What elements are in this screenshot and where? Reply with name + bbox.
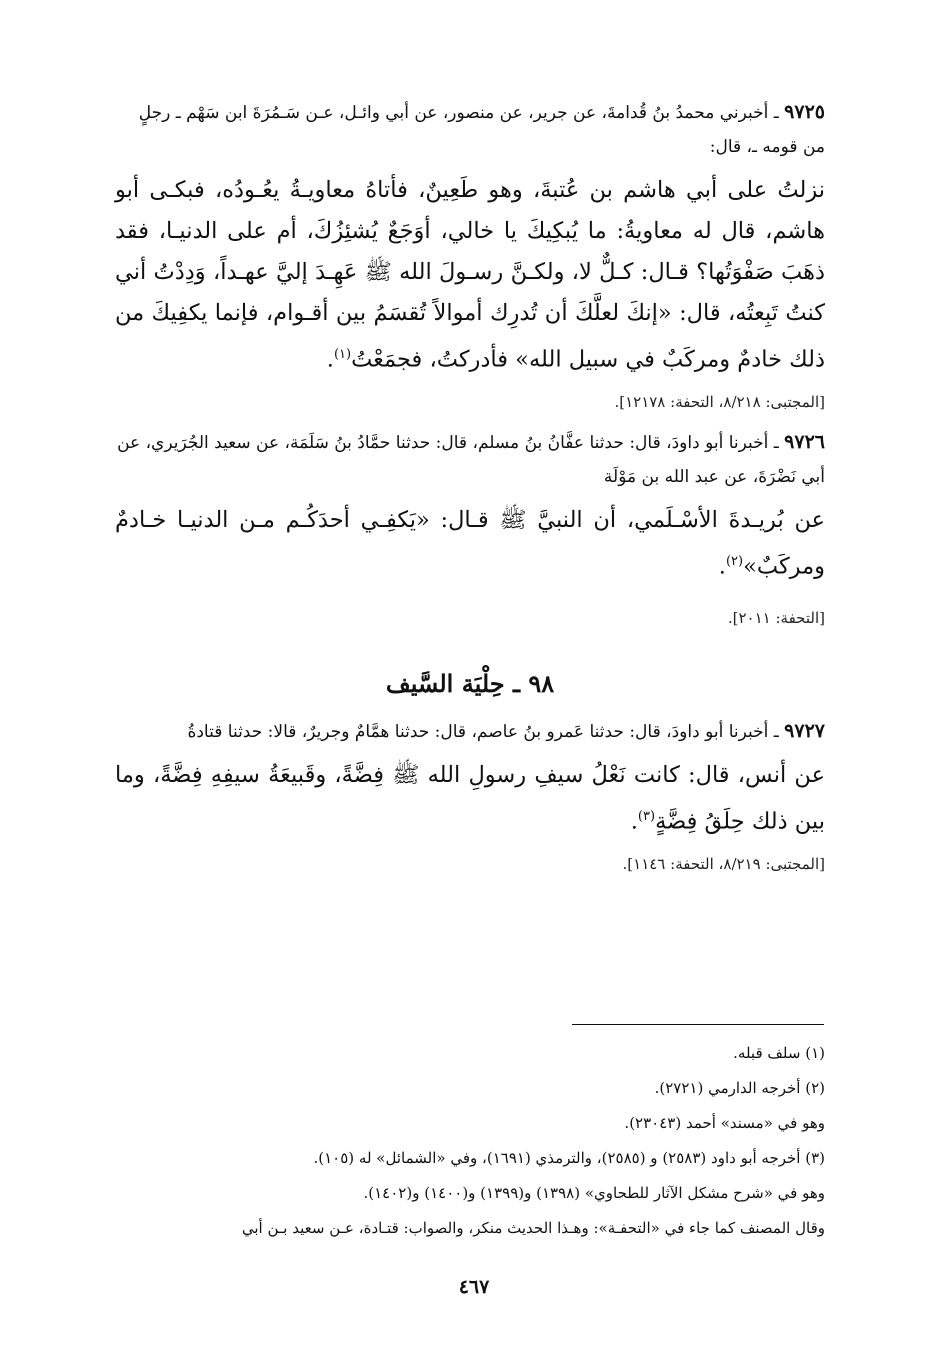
hadith-reference: [المجتبى: ٨/٢١٨، التحفة: ١٢١٧٨]. [614, 392, 825, 411]
matn-end: . [326, 346, 334, 373]
footnote-line: وقال المصنف كما جاء في «التحفـة»: وهـذا الحديث منكر، والصواب: قتـادة، عـن سعيد بـن أبي [241, 1219, 825, 1237]
page-number: ٤٦٧ [458, 1276, 490, 1298]
isnad-text: ـ أخبرنا أبو داودَ، قال: حدثنا عَمرو بنُ عاصم، قال: حدثنا همَّامٌ وجريرٌ، قالا: حدثنا قتادةُ [187, 722, 785, 742]
hadith-9726 [115, 425, 825, 632]
hadith-isnad [115, 425, 825, 494]
footnote-marker[interactable]: (٣) [637, 809, 656, 824]
chapter-title: ٩٨ ـ حِلْيَة السَّيف [385, 669, 555, 698]
hadith-reference: [المجتبى: ٨/٢١٩، التحفة: ١١٤٦]. [622, 854, 825, 873]
footnote-line: (١) سلف قبله. [733, 1044, 825, 1062]
hadith-isnad [115, 95, 825, 164]
hadith-matn [115, 170, 825, 381]
matn-text: عن أنس، قال: كانت نَعْلُ سيفِ رسولِ الله ﷺ فِضَّةً، وقَبيعَةُ سيفِهِ فِضَّةً، وما بين ذلك حِلَقُ فِضَّةٍ [115, 762, 825, 835]
footnotes-divider [572, 1024, 824, 1025]
hadith-number: ٩٧٢٥ [784, 101, 825, 123]
hadith-9725 [115, 95, 825, 415]
matn-end: . [718, 553, 726, 579]
footnote-line: (٣) أخرجه أبو داود (٢٥٨٣) و (٢٥٨٥)، والترمذي (١٦٩١)، وفي «الشمائل» له (١٠٥). [313, 1149, 825, 1167]
isnad-text: ـ أخبرنا أبو داودَ، قال: حدثنا عفَّانُ بنُ مسلم، قال: حدثنا حمَّادُ بنُ سَلَمَة، عن سعيد الجُرَيري، عن أبي نَضْرَةَ، عن عبد الله بن مَوْلَة [117, 432, 825, 487]
hadith-matn [115, 500, 825, 588]
footnote-marker[interactable]: (٢) [725, 553, 744, 569]
matn-end: . [630, 808, 638, 835]
hadith-isnad [115, 714, 825, 749]
hadith-matn [115, 755, 825, 843]
footnote-line: وهو في «شرح مشكل الآثار للطحاوي» (١٣٩٨) و(١٣٩٩) و(١٤٠٠) و(١٤٠٢). [363, 1184, 825, 1202]
footnote-marker[interactable]: (١) [333, 347, 352, 362]
matn-text: عن بُريـدةَ الأسْـلَمي، أن النبيَّ ﷺ قـال: «يَكفِـي أحدَكُـم مـن الدنيـا خـادمٌ ومركَبٌ» [115, 506, 825, 579]
footnote-line: (٢) أخرجه الدارمي (٢٧٢١). [654, 1079, 825, 1097]
hadith-number: ٩٧٢٧ [784, 720, 825, 742]
hadith-9727 [115, 714, 825, 877]
page-body [115, 95, 825, 887]
hadith-number: ٩٧٢٦ [784, 430, 825, 453]
isnad-text: ـ أخبرني محمدُ بنُ قُدامةَ، عن جرير، عن منصور، عن أبي وائـل، عـن سَـمُرَةَ ابن سَهْم ـ رجلٍ من قومه ـ، قال: [138, 103, 825, 157]
hadith-reference: [التحفة: ٢٠١١]. [727, 609, 825, 627]
footnotes [115, 1036, 825, 1246]
footnote-line: وهو في «مسند» أحمد (٢٣٠٤٣). [624, 1114, 825, 1132]
matn-text: نزلتُ على أبي هاشم بن عُتبةَ، وهو طَعِينٌ، فأتاهُ معاويـةُ يعُـودُه، فبكـى أبو هاشم، قال له معاويةُ: ما يُبكِيكَ يا خالي، أوَجَعٌ يُشئِزُكَ، أم على الدنيـا، فقد ذهَبَ صَفْوَتُها؟ قـال: كـلٌّ لا، ولكـنَّ رسـولَ الله ﷺ عَهِـدَ إليَّ عهـداً، وَدِدْتُ أني كنتُ تَبِعتُه، قال: «إنكَ لعلَّكَ أن تُدرِك أموالاً تُقسَمُ بين أقـوام، فإنما يكفِيكَ من ذلك خادمٌ ومركَبٌ في سبيل الله» فأدركتُ، فجمَعْتُ [115, 177, 825, 373]
